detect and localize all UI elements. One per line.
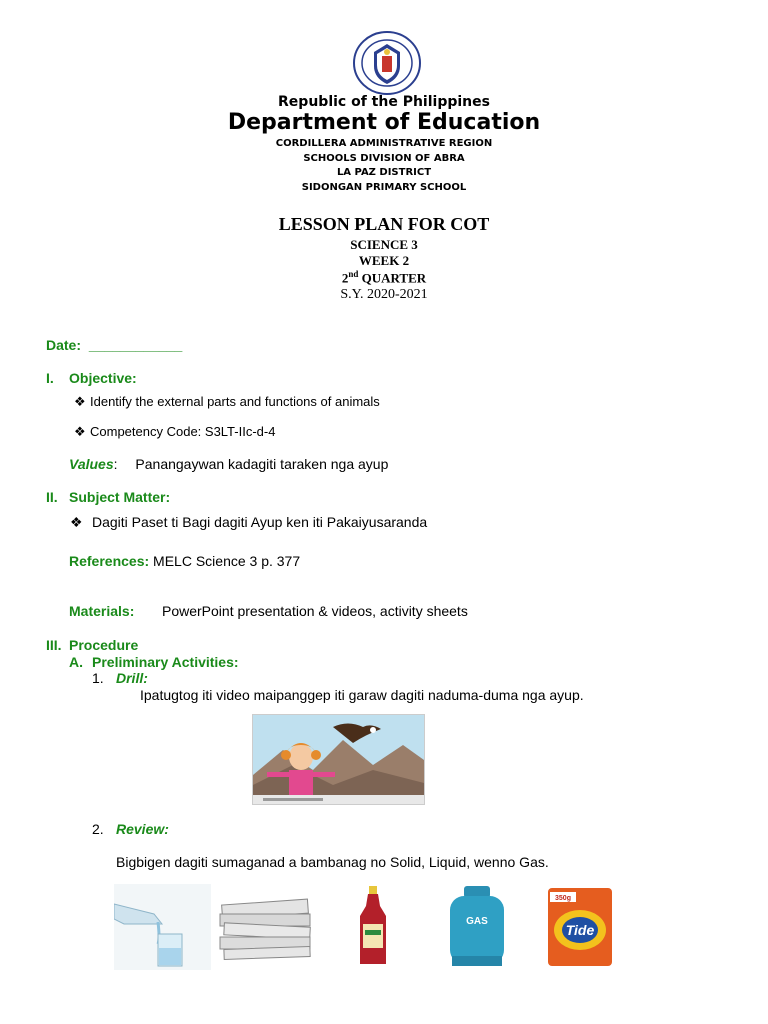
values-text: Panangaywan kadagiti taraken nga ayup [135, 456, 389, 472]
materials-row [69, 603, 468, 619]
references-row [69, 553, 300, 569]
quarter-number: 2 [341, 270, 349, 286]
date-label: Date: [46, 337, 82, 353]
procedure-heading [46, 637, 138, 653]
drill-number: 1. [92, 670, 104, 686]
deped-seal-logo [352, 30, 422, 96]
objective-item: ❖ Competency Code: S3LT-IIc-d-4 [74, 424, 276, 439]
gas-tank-label: GAS [466, 916, 488, 927]
quarter-line [0, 269, 768, 286]
week-line: WEEK 2 [358, 253, 410, 268]
drill-label: Drill: [116, 670, 148, 686]
materials-label: Materials: [69, 603, 135, 619]
bullet-diamond-icon: ❖ [74, 394, 86, 409]
objective-number: I. [46, 370, 54, 386]
quarter-word: QUARTER [361, 270, 427, 286]
quarter-ordinal: nd [348, 269, 359, 279]
subject-line: SCIENCE 3 [350, 237, 418, 252]
review-label: Review: [116, 821, 169, 837]
drill-video-thumbnail[interactable] [252, 714, 425, 805]
values-label: Values [69, 456, 114, 472]
procedure-label: Procedure [69, 637, 139, 653]
materials-text: PowerPoint presentation & videos, activity sheets [162, 603, 468, 619]
preliminary-heading [69, 654, 239, 670]
procedure-number: III. [46, 637, 62, 653]
detergent-brand-label: Tide [565, 922, 595, 938]
preliminary-letter: A. [69, 654, 83, 670]
objective-item: ❖ Identify the external parts and functions of animals [74, 394, 380, 409]
drill-heading [92, 670, 148, 686]
references-text: MELC Science 3 p. 377 [153, 553, 301, 569]
district-line: LA PAZ DISTRICT [336, 167, 432, 178]
division-line: SCHOOLS DIVISION OF ABRA [303, 153, 465, 164]
bullet-diamond-icon: ❖ [74, 424, 86, 439]
values-colon: : [113, 456, 118, 472]
school-line: SIDONGAN PRIMARY SCHOOL [301, 182, 467, 193]
detergent-pack-image [544, 886, 616, 968]
objective-label: Objective: [69, 370, 137, 386]
review-heading [92, 821, 169, 837]
subject-matter-number: II. [46, 489, 58, 505]
school-year-line: S.Y. 2020-2021 [340, 287, 428, 302]
date-row [46, 337, 182, 353]
preliminary-label: Preliminary Activities: [92, 654, 239, 670]
review-number: 2. [92, 821, 104, 837]
detergent-weight-badge: 350g [555, 895, 571, 902]
department-heading: Department of Education [227, 110, 541, 135]
region-line: CORDILLERA ADMINISTRATIVE REGION [275, 138, 493, 149]
medicine-bottle-image [356, 886, 390, 966]
review-text: Bigbigen dagiti sumaganad a bambanag no Solid, Liquid, wenno Gas. [116, 854, 549, 870]
bullet-diamond-icon: ❖ [70, 514, 83, 530]
newspaper-stack-image [216, 892, 318, 964]
subject-matter-item: ❖ Dagiti Paset ti Bagi dagiti Ayup ken iti Pakaiyusaranda [70, 514, 428, 530]
republic-heading: Republic of the Philippines [278, 94, 490, 110]
gas-tank-image [444, 886, 510, 968]
values-row [69, 456, 388, 472]
objective-heading [46, 370, 137, 386]
subject-matter-heading [46, 489, 170, 505]
water-bottle-glass-image [114, 884, 211, 970]
lesson-plan-title: LESSON PLAN FOR COT [278, 214, 490, 234]
date-blank[interactable]: ____________ [88, 337, 183, 353]
drill-text: Ipatugtog iti video maipanggep iti garaw dagiti naduma-duma nga ayup. [140, 687, 584, 703]
references-label: References: [69, 553, 150, 569]
subject-matter-label: Subject Matter: [69, 489, 171, 505]
